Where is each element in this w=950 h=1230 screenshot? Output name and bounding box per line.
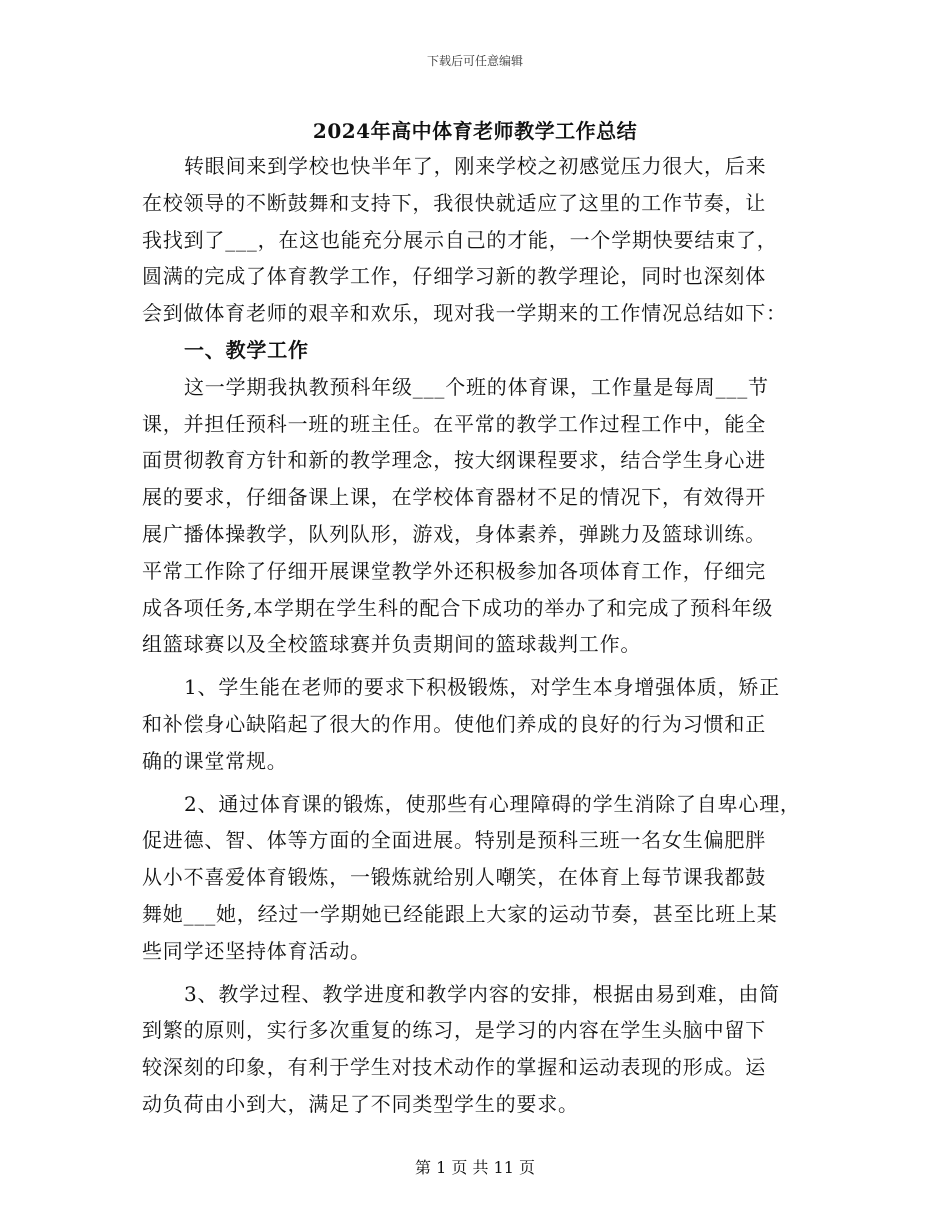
text-line: 确的课堂常规。: [142, 748, 288, 773]
text-line: 促进德、智、体等方面的全面进展。特别是预科三班一名女生偏肥胖: [142, 828, 766, 853]
section-heading: 一、教学工作: [184, 337, 309, 362]
document-body: [142, 148, 807, 1123]
text-line: 从小不喜爱体育锻炼，一锻炼就给别人嘲笑，在体育上每节课我都鼓: [142, 865, 766, 890]
text-line: 圆满的完成了体育教学工作，仔细学习新的教学理论，同时也深刻体: [142, 264, 766, 289]
text-line: 展的要求，仔细备课上课，在学校体育器材不足的情况下，有效得开: [142, 485, 766, 510]
text-line: 平常工作除了仔细开展课堂教学外还积极参加各项体育工作，仔细完: [142, 558, 766, 583]
page-footer: 第 1 页 共 11 页: [415, 1158, 535, 1177]
document-title: 2024年高中体育老师教学工作总结: [312, 119, 638, 143]
text-line: 1、学生能在老师的要求下积极锻炼，对学生本身增强体质，矫正: [184, 675, 780, 700]
text-line: 我找到了___，在这也能充分展示自己的才能，一个学期快要结束了，: [142, 227, 778, 252]
text-line: 动负荷由小到大，满足了不同类型学生的要求。: [142, 1091, 579, 1116]
text-line: 舞她___她，经过一学期她已经能跟上大家的运动节奏，甚至比班上某: [142, 901, 778, 926]
text-line: 较深刻的印象，有利于学生对技术动作的掌握和运动表现的形成。运: [142, 1055, 766, 1080]
text-line: 3、教学过程、教学进度和教学内容的安排，根据由易到难，由简: [184, 981, 780, 1006]
text-line: 面贯彻教育方针和新的教学理念，按大纲课程要求，结合学生身心进: [142, 448, 766, 473]
header-note: 下载后可任意编辑: [426, 54, 523, 68]
text-line: 些同学还坚持体育活动。: [142, 938, 371, 963]
text-line: 这一学期我执教预科年级___个班的体育课，工作量是每周___节: [184, 374, 769, 399]
text-line: 2、通过体育课的锻炼，使那些有心理障碍的学生消除了自卑心理，: [184, 791, 801, 816]
text-line: 会到做体育老师的艰辛和欢乐，现对我一学期来的工作情况总结如下：: [142, 301, 787, 326]
text-line: 展广播体操教学，队列队形，游戏，身体素养，弹跳力及篮球训练。: [142, 521, 766, 546]
text-line: 在校领导的不断鼓舞和支持下，我很快就适应了这里的工作节奏，让: [142, 190, 766, 215]
text-line: 和补偿身心缺陷起了很大的作用。使他们养成的良好的行为习惯和正: [142, 711, 766, 736]
text-line: 转眼间来到学校也快半年了，刚来学校之初感觉压力很大，后来: [184, 154, 767, 178]
text-line: 组篮球赛以及全校篮球赛并负责期间的篮球裁判工作。: [142, 632, 642, 657]
text-line: 到繁的原则，实行多次重复的练习，是学习的内容在学生头脑中留下: [142, 1018, 766, 1043]
text-line: 课，并担任预科一班的班主任。在平常的教学工作过程工作中，能全: [142, 411, 766, 436]
text-line: 成各项任务,本学期在学生科的配合下成功的举办了和完成了预科年级: [142, 595, 774, 620]
